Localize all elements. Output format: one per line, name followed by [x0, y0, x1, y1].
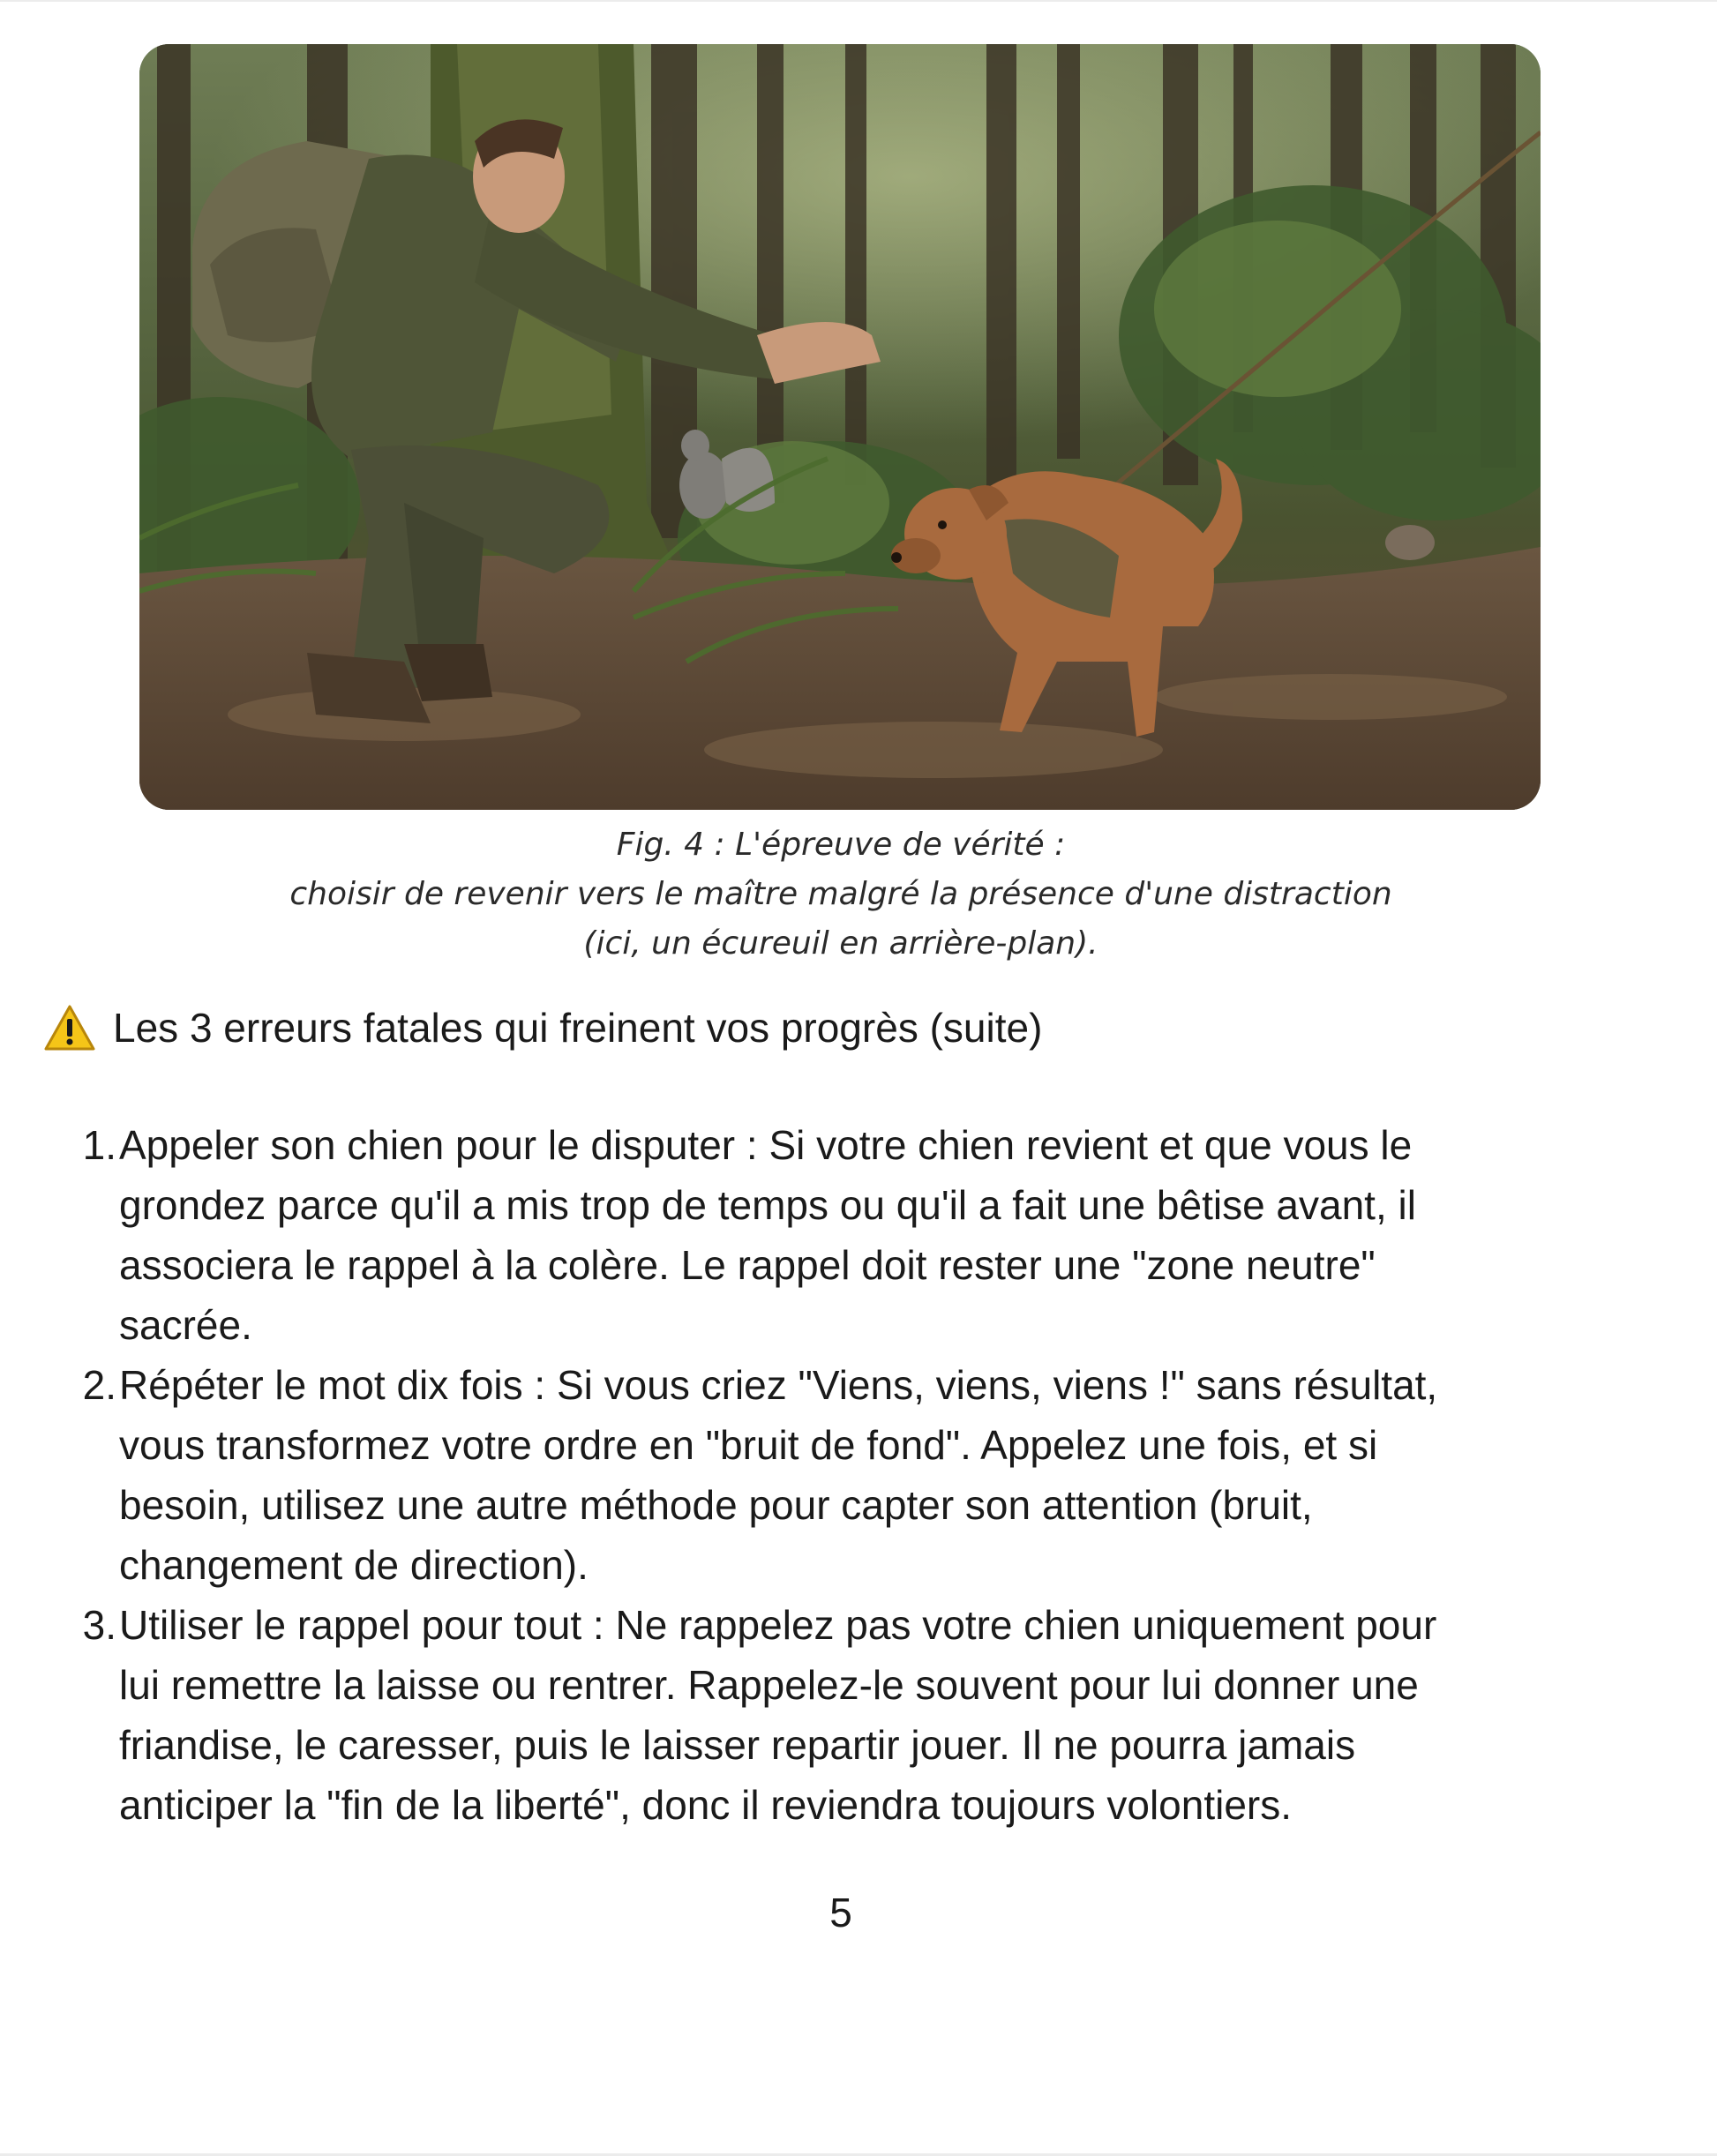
errors-list [53, 1115, 1632, 1835]
list-item-line: anticiper la "fin de la liberté", donc il reviendra toujours volontiers. [119, 1782, 1293, 1828]
list-item-line: Répéter le mot dix fois : Si vous criez "Viens, viens, viens !" sans résultat, [119, 1362, 1438, 1408]
top-divider [0, 0, 1717, 2]
section-heading [44, 997, 1042, 1059]
list-item-line: changement de direction). [119, 1542, 589, 1588]
list-item-number: 2. [82, 1362, 116, 1408]
list-item-line: grondez parce qu'il a mis trop de temps ou qu'il a fait une bêtise avant, il [119, 1182, 1416, 1228]
figure-caption [0, 820, 1682, 969]
forest-recall-illustration [139, 44, 1541, 810]
list-item-number: 1. [82, 1122, 116, 1168]
list-item-line: Utiliser le rappel pour tout : Ne rappelez pas votre chien uniquement pour [119, 1602, 1437, 1648]
section-title: Les 3 erreurs fatales qui freinent vos progrès (suite) [113, 1005, 1043, 1051]
caption-line: Fig. 4 : L'épreuve de vérité : [616, 827, 1066, 863]
list-item-number: 3. [82, 1602, 116, 1648]
warning-icon [44, 1004, 95, 1052]
list-item [53, 1355, 1632, 1595]
list-item-line: associera le rappel à la colère. Le rappel doit rester une "zone neutre" [119, 1242, 1376, 1288]
list-item-line: lui remettre la laisse ou rentrer. Rappelez-le souvent pour lui donner une [119, 1662, 1419, 1708]
list-item-line: vous transformez votre ordre en "bruit de fond". Appelez une fois, et si [119, 1422, 1378, 1468]
caption-line: choisir de revenir vers le maître malgré la présence d'une distraction [289, 876, 1392, 912]
figure-photo [139, 44, 1541, 810]
list-item-line: sacrée. [119, 1302, 252, 1348]
list-item [53, 1115, 1632, 1355]
list-item [53, 1595, 1632, 1835]
caption-line: (ici, un écureuil en arrière-plan). [583, 925, 1098, 962]
page-number: 5 [829, 1890, 852, 1935]
list-item-line: friandise, le caresser, puis le laisser repartir jouer. Il ne pourra jamais [119, 1722, 1356, 1768]
list-item-line: Appeler son chien pour le disputer : Si votre chien revient et que vous le [119, 1122, 1413, 1168]
list-item-line: besoin, utilisez une autre méthode pour capter son attention (bruit, [119, 1482, 1313, 1528]
